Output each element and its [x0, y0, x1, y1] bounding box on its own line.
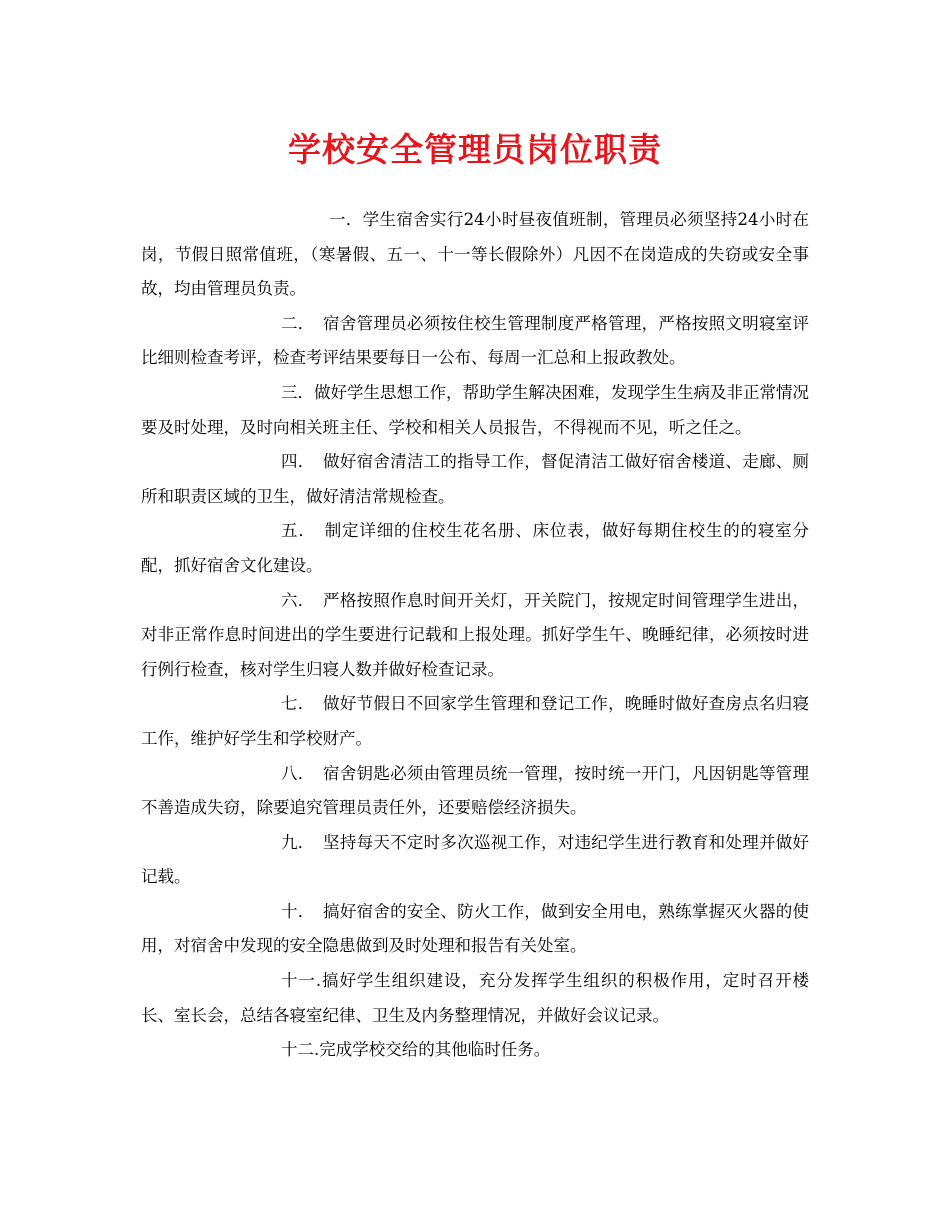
paragraph-1: 一．学生宿舍实行24小时昼夜值班制，管理员必须坚持24小时在岗，节假日照常值班，（寒暑假、五一、十一等长假除外）凡因不在岗造成的失窃或安全事故，均由管理员负责。 — [141, 210, 809, 299]
paragraph-11: 十一.搞好学生组织建设，充分发挥学生组织的积极作用，定时召开楼长、室长会，总结各寝室纪律、卫生及内务整理情况，并做好会议记录。 — [141, 971, 809, 1025]
paragraph-4: 四． 做好宿舍清洁工的指导工作，督促清洁工做好宿舍楼道、走廊、厕所和职责区域的卫生，做好清洁常规检查。 — [141, 452, 809, 506]
paragraph-7: 七． 做好节假日不回家学生管理和登记工作，晚睡时做好查房点名归寝工作，维护好学生和学校财产。 — [141, 694, 809, 748]
paragraph-3: 三．做好学生思想工作，帮助学生解决困难，发现学生生病及非正常情况要及时处理，及时向相关班主任、学校和相关人员报告，不得视而不见，听之任之。 — [141, 382, 809, 437]
paragraph-12: 十二.完成学校交给的其他临时任务。 — [281, 1040, 551, 1060]
paragraph-5: 五． 制定详细的住校生花名册、床位表，做好每期住校生的的寝室分配，抓好宿舍文化建设。 — [141, 521, 809, 575]
document-title: 学校安全管理员岗位职责 — [288, 130, 662, 169]
paragraph-6: 六． 严格按照作息时间开关灯，开关院门，按规定时间管理学生进出，对非正常作息时间进出的学生要进行记载和上报处理。抓好学生午、晚睡纪律，必须按时进行例行检查，核对学生归寝人数并做好检查记录。 — [141, 590, 809, 679]
paragraph-10: 十． 搞好宿舍的安全、防火工作，做到安全用电，熟练掌握灭火器的使用，对宿舍中发现的安全隐患做到及时处理和报告有关处室。 — [141, 901, 809, 956]
paragraph-8: 八． 宿舍钥匙必须由管理员统一管理，按时统一开门，凡因钥匙等管理不善造成失窃，除要追究管理员责任外，还要赔偿经济损失。 — [141, 763, 809, 818]
document-body — [141, 203, 809, 1068]
paragraph-2: 二． 宿舍管理员必须按住校生管理制度严格管理，严格按照文明寝室评比细则检查考评，检查考评结果要每日一公布、每周一汇总和上报政教处。 — [141, 313, 809, 368]
paragraph-9: 九． 坚持每天不定时多次巡视工作，对违纪学生进行教育和处理并做好记载。 — [141, 832, 809, 887]
